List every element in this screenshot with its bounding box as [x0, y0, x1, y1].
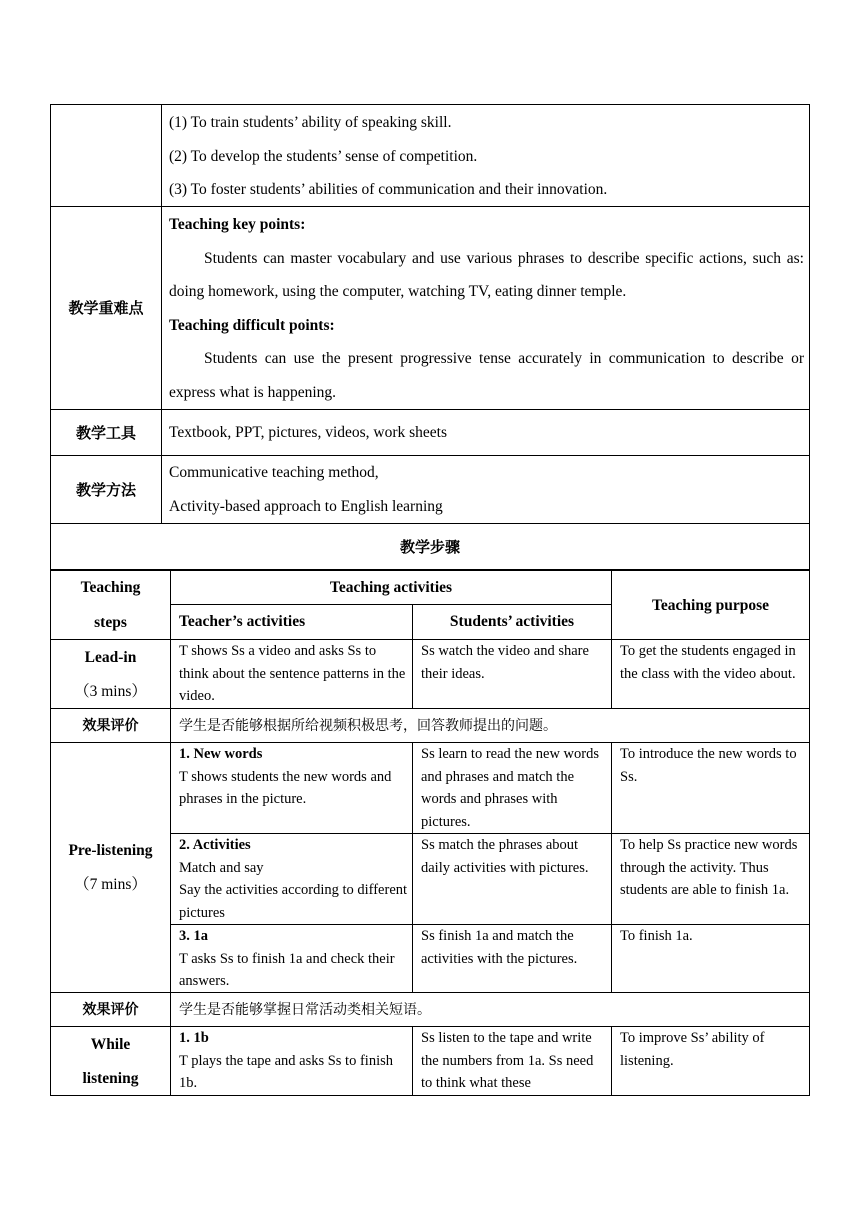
- objectives-cell: [169, 106, 804, 207]
- whilelistening-students: Ss listen to the tape and write the numbers from 1a. Ss need to think what these: [421, 1030, 594, 1091]
- objective-1: (1) To train students’ ability of speaking skill.: [169, 114, 452, 131]
- leadin-purpose: To get the students engaged in the class with the video about.: [620, 643, 796, 682]
- prelistening-row-1-purpose: To introduce the new words to Ss.: [620, 746, 797, 785]
- eval2-text: 学生是否能够掌握日常活动类相关短语。: [179, 1002, 431, 1018]
- header-teacher: Teacher’s activities: [179, 613, 306, 630]
- leadin-step-name: Lead-in: [84, 649, 137, 666]
- leadin-students: Ss watch the video and share their ideas.: [421, 643, 589, 682]
- prelistening-row-2-purpose: To help Ss practice new words through the activity. Thus students are able to finish 1a.: [620, 837, 798, 898]
- objective-3: (3) To foster students’ abilities of communication and their innovation.: [169, 181, 608, 198]
- eval1-label: 效果评价: [82, 718, 139, 734]
- leadin-step-time: （3 mins）: [74, 682, 147, 700]
- whilelistening-step-line-1: While: [90, 1036, 131, 1053]
- prelistening-row-3-title: 3. 1a: [179, 928, 208, 944]
- methods-cell: [169, 456, 804, 523]
- method-2: Activity-based approach to English learning: [169, 497, 443, 515]
- methods-label: 教学方法: [75, 481, 136, 499]
- difficult-points-text: Students can use the present progressive tense accurately in communication to describe or express what is happening.: [169, 350, 804, 401]
- prelistening-row-1-students: Ss learn to read the new words and phrases and match the words and phrases with pictures.: [421, 746, 599, 830]
- tools-label: 教学工具: [75, 424, 136, 442]
- key-points-text: Students can master vocabulary and use various phrases to describe specific actions, such as: doing homework, using the computer, watching TV, eating dinner temple.: [169, 249, 804, 300]
- prelistening-step: [51, 834, 170, 901]
- prelistening-row-3-purpose: To finish 1a.: [620, 928, 693, 944]
- key-difficult-label: 教学重难点: [68, 299, 144, 317]
- prelistening-row-3-teacher: [179, 925, 409, 993]
- whilelistening-teacher-text: T plays the tape and asks Ss to finish 1b.: [179, 1052, 393, 1091]
- key-difficult-cell: [169, 208, 804, 409]
- whilelistening-step-line-2: listening: [82, 1070, 139, 1087]
- header-steps: [51, 571, 170, 640]
- whilelistening-teacher: [179, 1027, 409, 1095]
- header-students: Students’ activities: [449, 613, 575, 630]
- prelistening-row-1-teacher: [179, 743, 409, 811]
- leadin-teacher: T shows Ss a video and asks Ss to think about the sentence patterns in the video.: [179, 643, 406, 704]
- leadin-step: [51, 641, 170, 708]
- tools-value: Textbook, PPT, pictures, videos, work sheets: [169, 424, 448, 441]
- prelistening-row-2-teacher-line-1: Match and say: [179, 859, 264, 876]
- prelistening-row-2-teacher: [179, 834, 409, 924]
- prelistening-step-time: （7 mins）: [74, 875, 147, 893]
- header-steps-line-1: Teaching: [80, 579, 141, 596]
- eval2-label: 效果评价: [82, 1002, 139, 1018]
- eval1-text: 学生是否能够根据所给视频积极思考，回答教师提出的问题。: [179, 718, 557, 734]
- prelistening-row-2-students: Ss match the phrases about daily activities with pictures.: [421, 837, 589, 876]
- method-1: Communicative teaching method,: [169, 464, 379, 481]
- prelistening-row-3-students: Ss finish 1a and match the activities with the pictures.: [421, 928, 578, 967]
- steps-title: 教学步骤: [399, 538, 460, 556]
- header-purpose: Teaching purpose: [652, 597, 769, 614]
- whilelistening-title: 1. 1b: [179, 1030, 209, 1046]
- prelistening-row-2-title: 2. Activities: [179, 837, 251, 853]
- prelistening-row-3-teacher-text: T asks Ss to finish 1a and check their answers.: [179, 950, 395, 989]
- prelistening-row-1-teacher-text: T shows students the new words and phrases in the picture.: [179, 768, 392, 807]
- prelistening-row-1-title: 1. New words: [179, 746, 263, 762]
- whilelistening-step: [51, 1028, 170, 1096]
- prelistening-step-name: Pre-listening: [68, 842, 153, 859]
- header-steps-line-2: steps: [94, 613, 127, 631]
- objective-2: (2) To develop the students’ sense of competition.: [169, 147, 478, 165]
- prelistening-row-2-teacher-line-2: Say the activities according to different pictures: [179, 882, 408, 921]
- header-activities: Teaching activities: [329, 579, 453, 596]
- whilelistening-purpose: To improve Ss’ ability of listening.: [620, 1030, 765, 1069]
- difficult-points-title: Teaching difficult points:: [169, 316, 335, 334]
- key-points-title: Teaching key points:: [169, 216, 306, 233]
